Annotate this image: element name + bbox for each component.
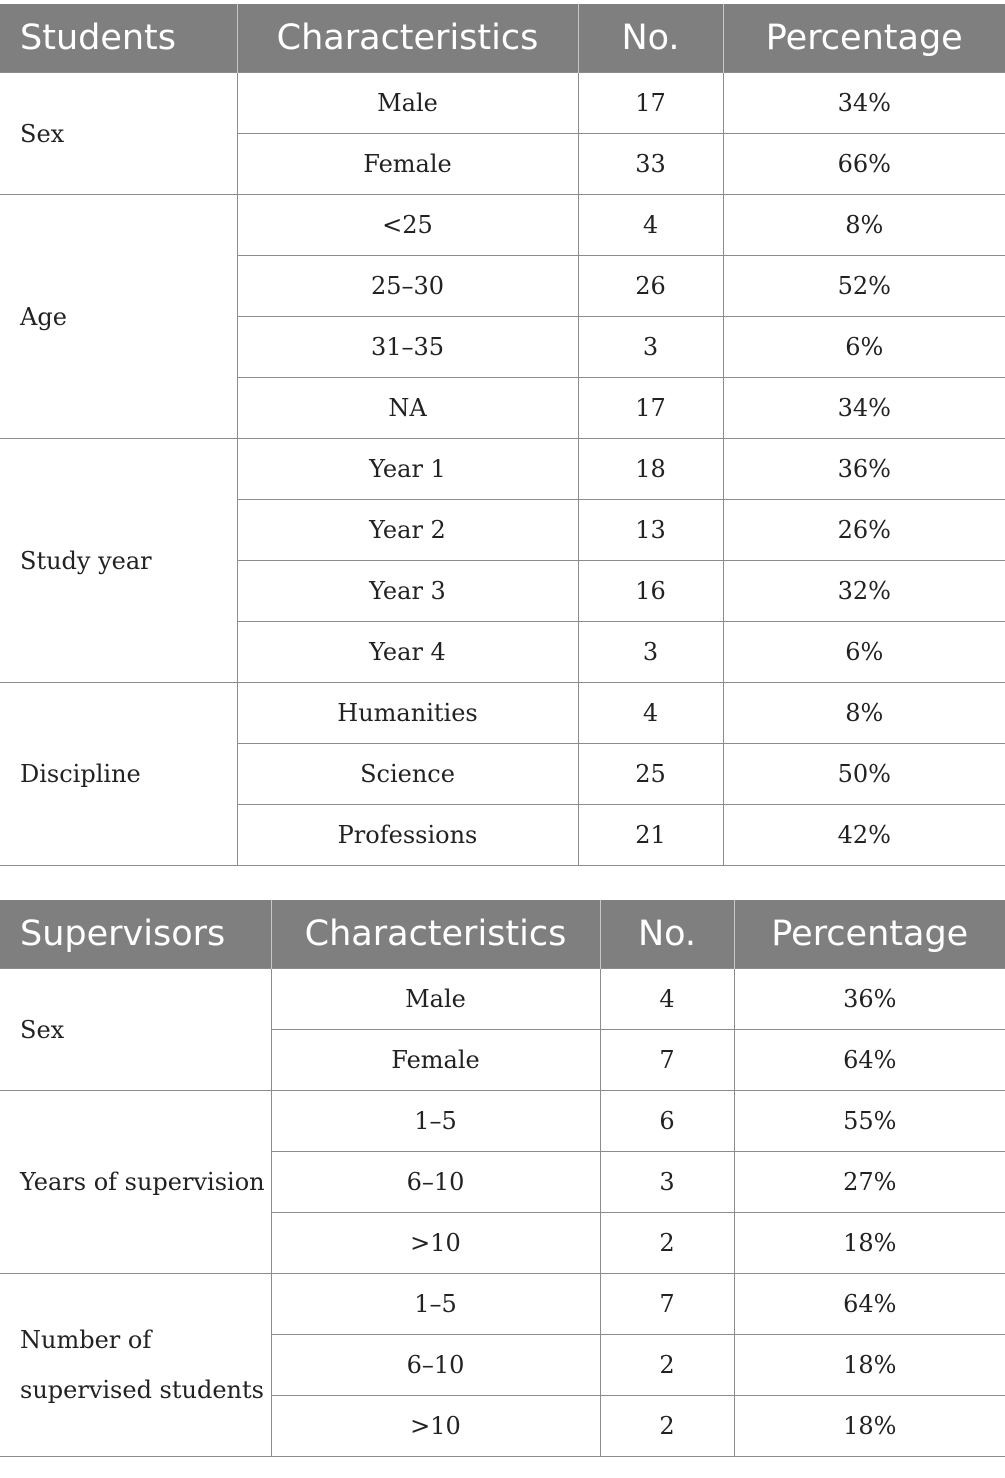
group-label: Number of supervised students	[0, 1274, 271, 1457]
table-row	[0, 1274, 1005, 1335]
group-label: Discipline	[0, 683, 237, 866]
characteristic-cell: Year 2	[237, 500, 578, 561]
count-cell: 4	[578, 195, 723, 256]
count-cell: 4	[600, 969, 734, 1030]
characteristic-cell: Female	[271, 1030, 600, 1091]
count-cell: 18	[578, 439, 723, 500]
count-cell: 7	[600, 1030, 734, 1091]
count-cell: 17	[578, 378, 723, 439]
count-cell: 26	[578, 256, 723, 317]
table-row	[0, 195, 1005, 256]
characteristic-cell: Female	[237, 134, 578, 195]
percentage-cell: 32%	[723, 561, 1005, 622]
count-cell: 33	[578, 134, 723, 195]
percentage-cell: 36%	[734, 969, 1005, 1030]
characteristic-cell: 6–10	[271, 1335, 600, 1396]
count-cell: 21	[578, 805, 723, 866]
column-header: No.	[578, 4, 723, 73]
characteristic-cell: Year 3	[237, 561, 578, 622]
percentage-cell: 36%	[723, 439, 1005, 500]
count-cell: 2	[600, 1335, 734, 1396]
column-header: Supervisors	[0, 900, 271, 969]
percentage-cell: 64%	[734, 1030, 1005, 1091]
count-cell: 25	[578, 744, 723, 805]
characteristic-cell: NA	[237, 378, 578, 439]
percentage-cell: 18%	[734, 1213, 1005, 1274]
percentage-cell: 6%	[723, 317, 1005, 378]
percentage-cell: 64%	[734, 1274, 1005, 1335]
supervisors-table	[0, 900, 1005, 1457]
table-row	[0, 1091, 1005, 1152]
column-header: Students	[0, 4, 237, 73]
count-cell: 3	[600, 1152, 734, 1213]
characteristic-cell: Humanities	[237, 683, 578, 744]
group-label: Study year	[0, 439, 237, 683]
group-label: Years of supervision	[0, 1091, 271, 1274]
characteristic-cell: Science	[237, 744, 578, 805]
percentage-cell: 52%	[723, 256, 1005, 317]
characteristic-cell: 1–5	[271, 1274, 600, 1335]
percentage-cell: 66%	[723, 134, 1005, 195]
table-row	[0, 439, 1005, 500]
table-row	[0, 969, 1005, 1030]
characteristic-cell: Male	[271, 969, 600, 1030]
percentage-cell: 50%	[723, 744, 1005, 805]
characteristic-cell: 25–30	[237, 256, 578, 317]
percentage-cell: 55%	[734, 1091, 1005, 1152]
percentage-cell: 8%	[723, 683, 1005, 744]
column-header: Percentage	[723, 4, 1005, 73]
characteristic-cell: 6–10	[271, 1152, 600, 1213]
count-cell: 7	[600, 1274, 734, 1335]
count-cell: 13	[578, 500, 723, 561]
characteristic-cell: 31–35	[237, 317, 578, 378]
count-cell: 17	[578, 73, 723, 134]
column-header: Percentage	[734, 900, 1005, 969]
group-label: Sex	[0, 969, 271, 1091]
group-label: Sex	[0, 73, 237, 195]
count-cell: 16	[578, 561, 723, 622]
count-cell: 6	[600, 1091, 734, 1152]
group-label: Age	[0, 195, 237, 439]
percentage-cell: 6%	[723, 622, 1005, 683]
count-cell: 3	[578, 317, 723, 378]
count-cell: 4	[578, 683, 723, 744]
percentage-cell: 8%	[723, 195, 1005, 256]
table-header-row	[0, 900, 1005, 969]
percentage-cell: 26%	[723, 500, 1005, 561]
count-cell: 2	[600, 1213, 734, 1274]
count-cell: 2	[600, 1396, 734, 1457]
table-header-row	[0, 4, 1005, 73]
characteristic-cell: >10	[271, 1396, 600, 1457]
characteristic-cell: Male	[237, 73, 578, 134]
column-header: Characteristics	[271, 900, 600, 969]
percentage-cell: 18%	[734, 1335, 1005, 1396]
supervisors-table-body	[0, 969, 1005, 1457]
characteristic-cell: Professions	[237, 805, 578, 866]
percentage-cell: 42%	[723, 805, 1005, 866]
characteristic-cell: <25	[237, 195, 578, 256]
characteristic-cell: Year 4	[237, 622, 578, 683]
students-table-body	[0, 73, 1005, 866]
percentage-cell: 34%	[723, 378, 1005, 439]
percentage-cell: 27%	[734, 1152, 1005, 1213]
percentage-cell: 18%	[734, 1396, 1005, 1457]
characteristic-cell: >10	[271, 1213, 600, 1274]
table-row	[0, 683, 1005, 744]
count-cell: 3	[578, 622, 723, 683]
characteristic-cell: 1–5	[271, 1091, 600, 1152]
table-row	[0, 73, 1005, 134]
characteristic-cell: Year 1	[237, 439, 578, 500]
students-table	[0, 4, 1005, 866]
percentage-cell: 34%	[723, 73, 1005, 134]
column-header: No.	[600, 900, 734, 969]
column-header: Characteristics	[237, 4, 578, 73]
